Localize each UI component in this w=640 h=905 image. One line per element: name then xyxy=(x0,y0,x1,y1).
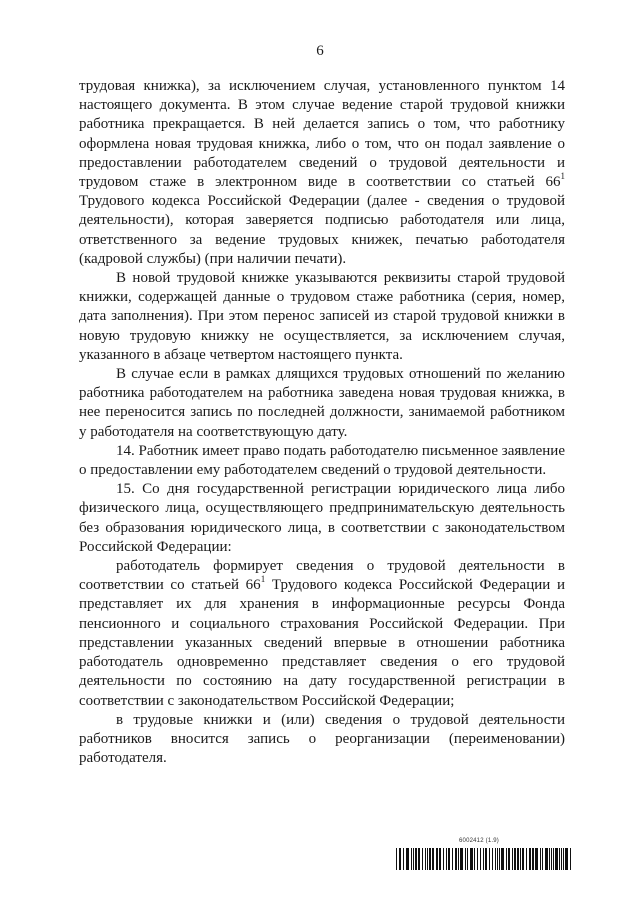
barcode-bar xyxy=(540,848,541,870)
barcode-bar xyxy=(553,848,554,870)
barcode-bar xyxy=(436,848,438,870)
barcode-bar xyxy=(529,848,531,870)
barcode-bar xyxy=(512,848,513,870)
barcode-bar xyxy=(452,848,453,870)
barcode-bar xyxy=(411,848,412,870)
barcode-bar xyxy=(403,848,404,870)
paragraph-p1 xyxy=(79,77,565,269)
barcode-bar xyxy=(535,848,538,870)
barcode-bar xyxy=(406,848,409,870)
barcode-bar xyxy=(470,848,473,870)
barcode-bar xyxy=(497,848,498,870)
barcode-bar xyxy=(495,848,496,870)
barcode-bar xyxy=(443,848,444,870)
barcode-bar xyxy=(427,848,428,870)
barcode-bar xyxy=(429,848,431,870)
barcode-bar xyxy=(458,848,459,870)
barcode-bar xyxy=(460,848,463,870)
paragraph-text: В новой трудовой книжке указываются реквизиты старой трудовой книжки, содержащей данные о трудовом стаже работника (серия, номер, дата заполнения). При этом перенос записей из старой трудовой книжки в новую трудовую книжку не осуществляется, за исключением случая, указанного в абзаце четвертом настоящего пункта. xyxy=(79,270,565,363)
paragraph-p3 xyxy=(79,365,565,442)
barcode-bar xyxy=(570,848,571,870)
barcode-bar xyxy=(474,848,475,870)
barcode-bar xyxy=(565,848,568,870)
barcode-bar xyxy=(517,848,519,870)
barcode-bar xyxy=(506,848,507,870)
barcode-bar xyxy=(448,848,450,870)
barcode-bar xyxy=(418,848,420,870)
barcode-bar xyxy=(432,848,434,870)
paragraph-p4 xyxy=(79,442,565,480)
barcode-bar xyxy=(514,848,516,870)
paragraph-text: работодатель формирует сведения о трудовой деятельности в соответствии со статьей 66 xyxy=(79,558,565,594)
barcode-bar xyxy=(532,848,534,870)
barcode-bar xyxy=(542,848,543,870)
barcode-bar xyxy=(483,848,484,870)
barcode-bar xyxy=(520,848,521,870)
barcode-bar xyxy=(551,848,552,870)
barcode-bar xyxy=(559,848,560,870)
barcode-bar xyxy=(492,848,493,870)
barcode-bar xyxy=(439,848,441,870)
barcode-bar xyxy=(485,848,487,870)
document-code: 6002412 (1.9) xyxy=(459,838,499,844)
barcode-bar xyxy=(499,848,500,870)
barcode-bar xyxy=(413,848,414,870)
barcode-bar xyxy=(549,848,550,870)
barcode-bar xyxy=(415,848,417,870)
paragraph-p5 xyxy=(79,480,565,557)
barcode-bar xyxy=(465,848,466,870)
paragraph-p6 xyxy=(79,557,565,711)
barcode-bar xyxy=(501,848,504,870)
barcode-bar xyxy=(555,848,558,870)
barcode xyxy=(396,848,571,870)
barcode-bar xyxy=(422,848,423,870)
paragraph-text: Трудового кодекса Российской Федерации и представляет их для хранения в информационные ресурсы Фонда пенсионного и социального страхования Российской Федерации. При представлении указанных сведений впервые в отношении работника работодатель одновременно представляет сведения о его трудовой деятельности по состоянию на дату государственной регистрации в соответствии с законодательством Российской Федерации; xyxy=(79,577,565,709)
barcode-bar xyxy=(446,848,447,870)
barcode-bar xyxy=(455,848,457,870)
superscript-article-index: 1 xyxy=(260,574,266,585)
barcode-bar xyxy=(526,848,527,870)
paragraph-text: в трудовые книжки и (или) сведения о трудовой деятельности работников вносится запись о реорганизации (переименовании) работодателя. xyxy=(79,711,565,767)
superscript-article-index: 1 xyxy=(560,171,565,182)
document-body xyxy=(79,77,565,768)
paragraph-text: 14. Работник имеет право подать работодателю письменное заявление о предоставлении ему работодателем сведений о трудовой деятельности. xyxy=(79,442,565,479)
paragraph-p7 xyxy=(79,711,565,769)
barcode-bar xyxy=(563,848,564,870)
barcode-bar xyxy=(561,848,562,870)
paragraph-text: трудовая книжка), за исключением случая, установленного пунктом 14 настоящего документа. В этом случае ведение старой трудовой книжки работника прекращается. В ней делается запись о том, что работнику оформлена новая трудовая книжка, либо о том, что он подал заявление о предоставлении работодателем сведений о трудовой деятельности и трудовом стаже в электронном виде в соответствии со статьей 66 xyxy=(79,78,565,191)
barcode-bar xyxy=(396,848,397,870)
barcode-bar xyxy=(545,848,548,870)
barcode-bar xyxy=(477,848,478,870)
barcode-bar xyxy=(467,848,468,870)
paragraph-text: Трудового кодекса Российской Федерации (далее - сведения о трудовой деятельности), которая заверяется подписью работодателя или лица, ответственного за ведение трудовых книжек, печатью работодателя (кадровой службы) (при наличии печати). xyxy=(79,193,565,267)
paragraph-text: 15. Со дня государственной регистрации юридического лица либо физического лица, осуществляющего предпринимательскую деятельность без образования юридического лица, в соответствии с законодательством Российской Федерации: xyxy=(79,481,565,555)
page-number: 6 xyxy=(316,43,324,59)
paragraph-text: В случае если в рамках длящихся трудовых отношений по желанию работника работодателем на работника заведена новая трудовая книжка, в нее переносится запись по последней должности, занимаемой работником у работодателя на соответствующую дату. xyxy=(79,366,565,440)
barcode-bar xyxy=(508,848,510,870)
barcode-bar xyxy=(480,848,481,870)
barcode-bar xyxy=(399,848,401,870)
barcode-bar xyxy=(425,848,426,870)
paragraph-p2 xyxy=(79,269,565,365)
barcode-bar xyxy=(522,848,524,870)
barcode-bar xyxy=(489,848,490,870)
